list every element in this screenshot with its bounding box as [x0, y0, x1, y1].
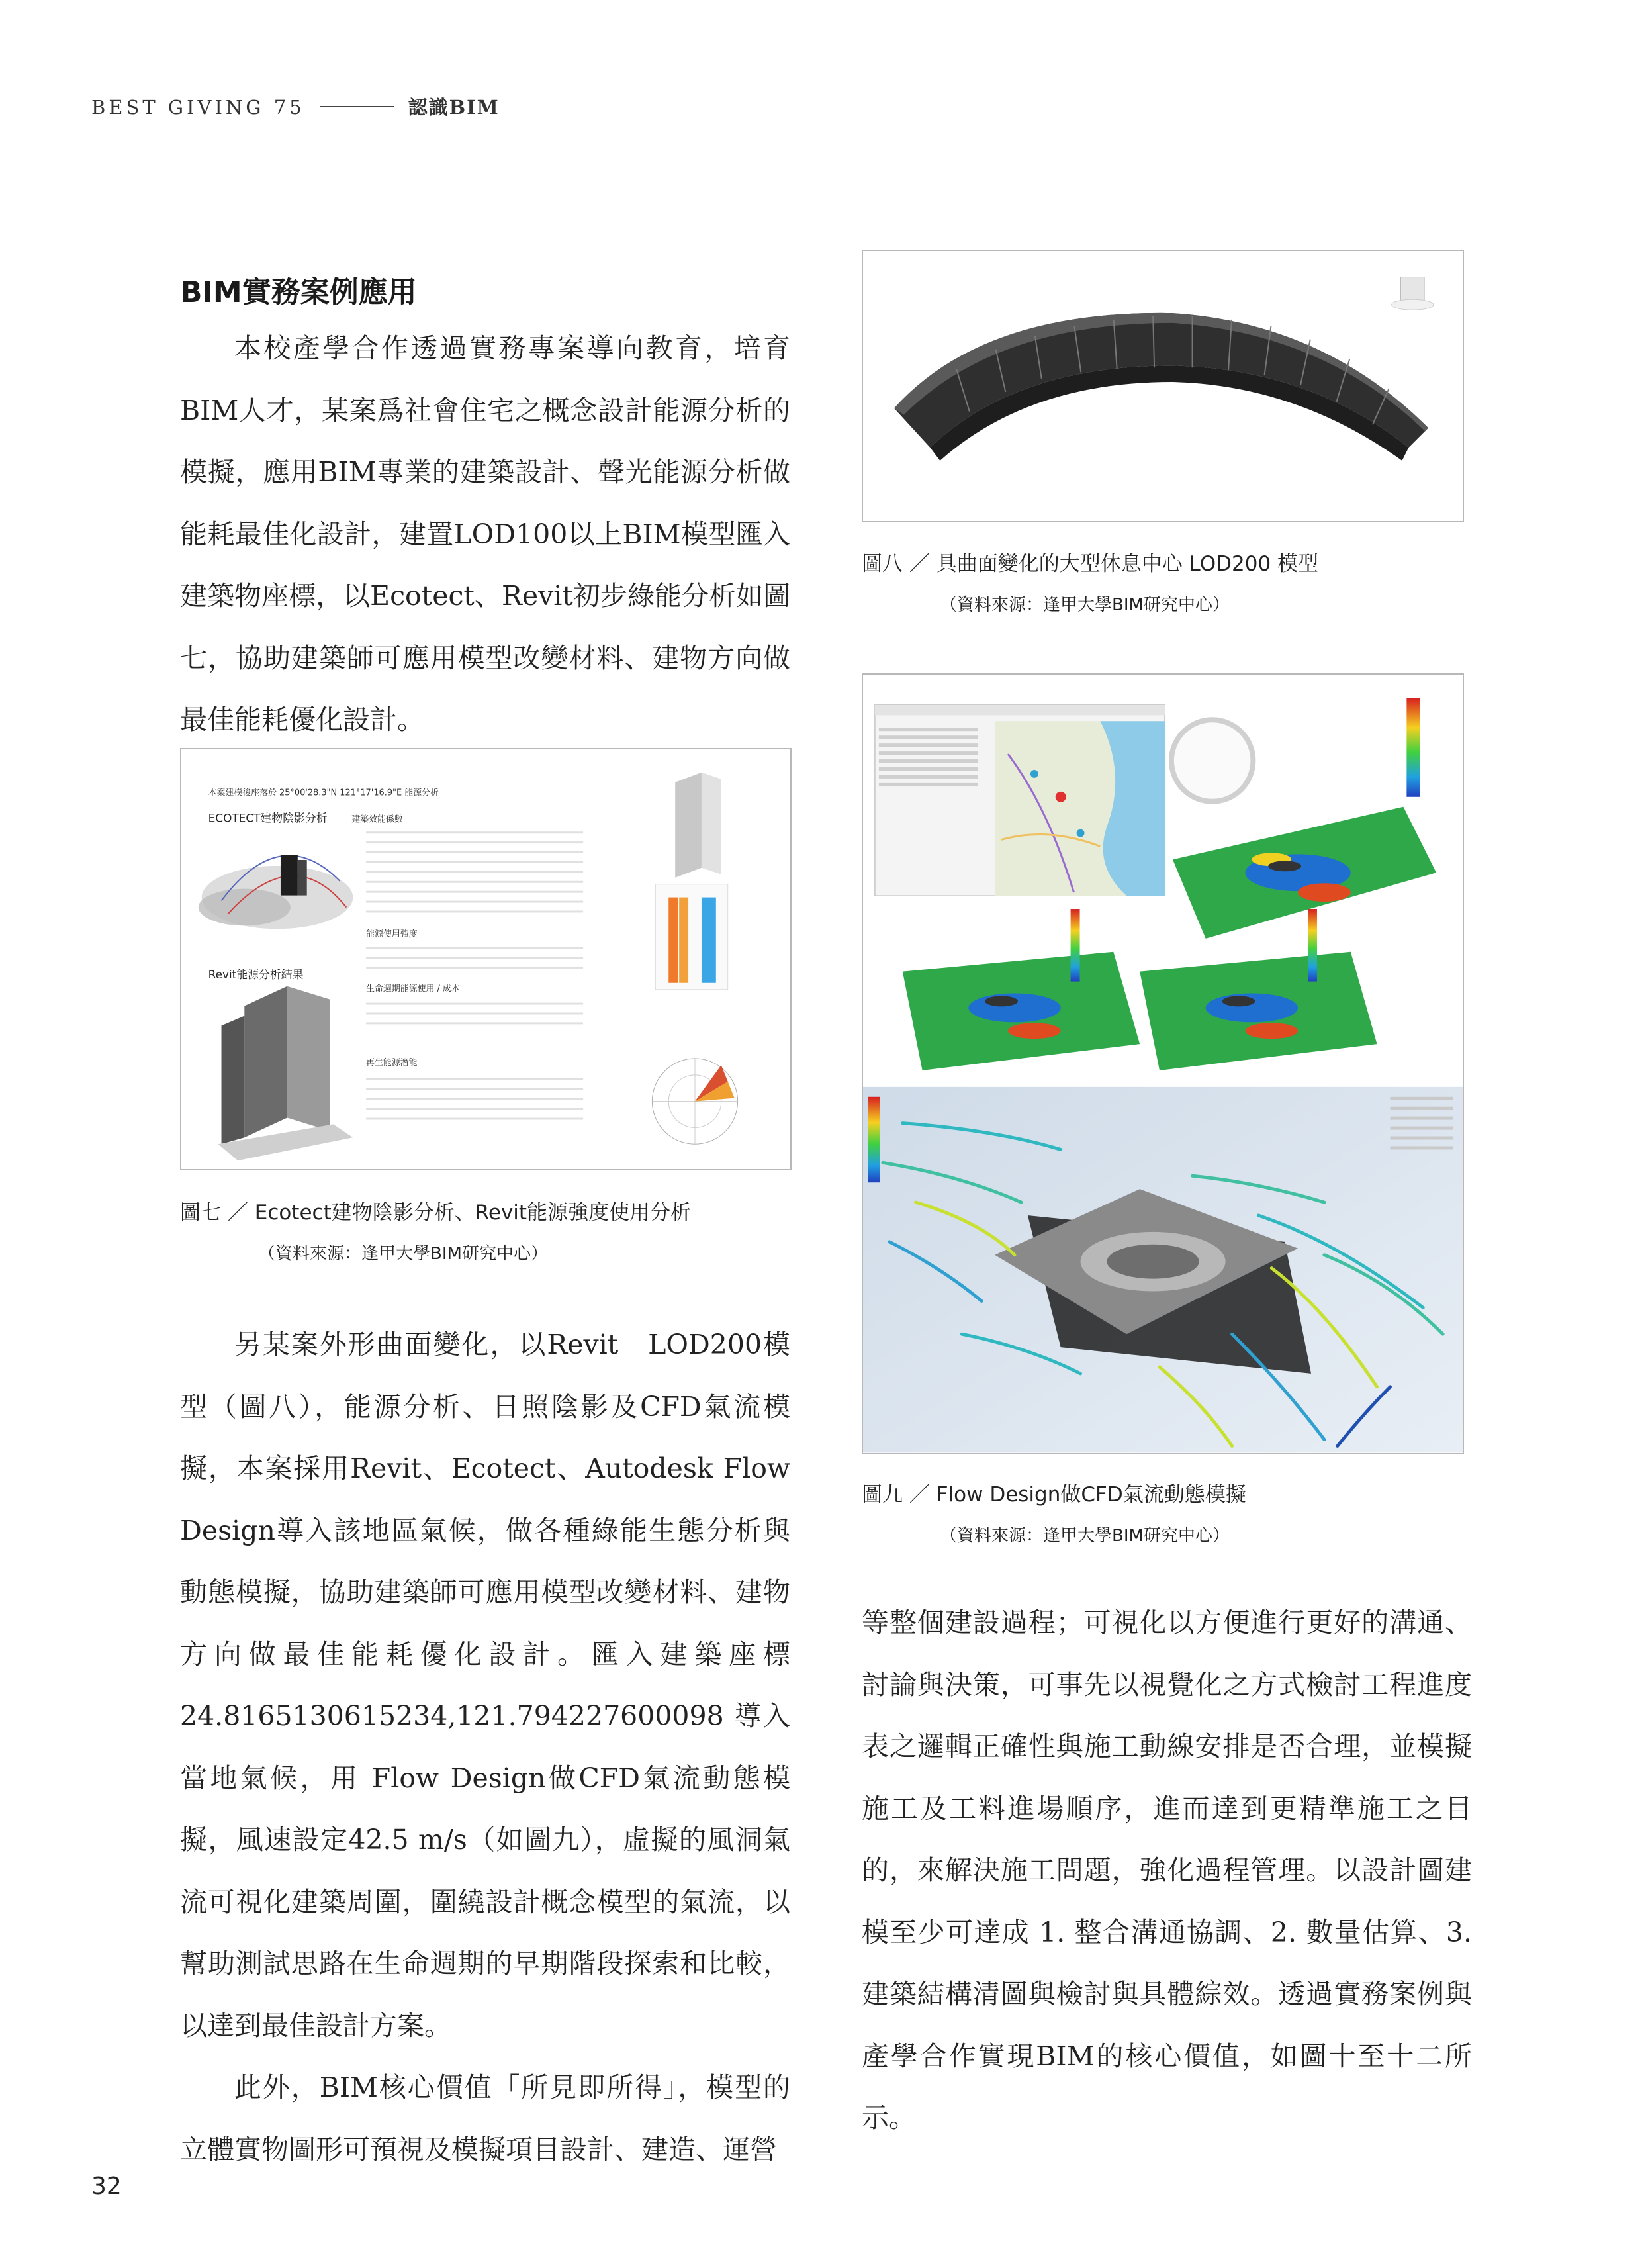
fig7-intensity-label: 能源使用強度 — [366, 929, 418, 940]
paragraph: 等整個建設過程；可視化以方便進行更好的溝通、討論與決策，可事先以視覺化之方式檢討工程進度表之邏輯正確性與施工動線安排是否合理，並模擬施工及工料進場順序，進而達到更精準施工之目的，來解決施工問題，強化過程管理。以設計圖建模至少可達成 1. 整合溝通協調、2. 數量估算、3. 建築結構清圖與檢討與具體綜效。透過實務案例與產學合作實現BIM的核心價值，如圖十至十二所示。 — [862, 1607, 1472, 2134]
figure-8-source: （資料來源：逢甲大學BIM研究中心） — [940, 595, 1230, 615]
figure-7-source: （資料來源：逢甲大學BIM研究中心） — [258, 1244, 548, 1264]
section-title: BIM實務案例應用 — [180, 275, 417, 309]
paragraph: 另某案外形曲面變化，以Revit LOD200模型（圖八），能源分析、日照陰影及CFD氣流模擬，本案採用Revit、Ecotect、Autodesk Flow Design導入該地區氣候，做各種綠能生態分析與動態模擬，協助建築師可應用模型改變材料、建物方向做最佳能耗優化設計。匯入建築座標24.8165130615234,121.794227600098 導入當地氣候，用 Flow Design做CFD氣流動態模擬，風速設定42.5 m/s（如圖九），虛擬的風洞氣流可視化建築周圍，圍繞設計概念模型的氣流，以幫助測試思路在生命週期的早期階段探索和比較，以達到最佳設計方案。 — [180, 1329, 790, 2042]
running-header — [91, 93, 500, 120]
figure-7-caption-block — [180, 1196, 691, 1264]
section-name: 認識BIM — [408, 96, 500, 118]
fig7-renewable-label: 再生能源潛能 — [366, 1057, 418, 1068]
figure-8-caption: 圖八 ／ 具曲面變化的大型休息中心 LOD200 模型 — [862, 552, 1319, 576]
figure-7-caption: 圖七 ／ Ecotect建物陰影分析、Revit能源強度使用分析 — [180, 1201, 692, 1225]
fig7-ecotect-label: ECOTECT建物陰影分析 — [208, 811, 328, 825]
fig7-revit-label: Revit能源分析結果 — [208, 967, 304, 981]
figure-8-image — [863, 251, 1463, 521]
right-paragraph-block — [862, 1592, 1472, 2150]
left-paragraph-1-block — [180, 318, 790, 751]
paragraph: 此外，BIM核心價值「所見即所得」，模型的立體實物圖形可預視及模擬項目設計、建造、運營 — [180, 2071, 790, 2165]
figure-8-caption-block — [862, 547, 1318, 616]
figure-9-cfd-simulation — [862, 673, 1464, 1454]
figure-9-image — [863, 675, 1463, 1453]
left-paragraph-2-block — [180, 1314, 790, 2181]
figure-7-image — [181, 749, 790, 1169]
figure-9-caption: 圖九 ／ Flow Design做CFD氣流動態模擬 — [862, 1483, 1246, 1507]
figure-7-energy-analysis — [180, 748, 792, 1170]
fig7-lifecycle-label: 生命週期能源使用 / 成本 — [366, 984, 460, 994]
figure-9-source: （資料來源：逢甲大學BIM研究中心） — [940, 1526, 1230, 1546]
fig7-coords-label: 本案建模後座落於 25°00'28.3"N 121°17'16.9"E 能源分析 — [208, 788, 439, 798]
header-rule — [320, 106, 394, 107]
page-number: 32 — [91, 2173, 122, 2200]
figure-9-caption-block — [862, 1478, 1246, 1546]
fig7-params-label: 建築效能係數 — [351, 814, 403, 825]
paragraph: 本校產學合作透過實務專案導向教育，培育BIM人才，某案爲社會住宅之概念設計能源分析的模擬，應用BIM專業的建築設計、聲光能源分析做能耗最佳化設計，建置LOD100以上BIM模型匯入建築物座標，以Ecotect、Revit初步綠能分析如圖七，協助建築師可應用模型改變材料、建物方向做最佳能耗優化設計。 — [180, 332, 790, 735]
figure-8-lod200-model — [862, 250, 1464, 522]
magazine-name: BEST GIVING 75 — [91, 96, 305, 118]
